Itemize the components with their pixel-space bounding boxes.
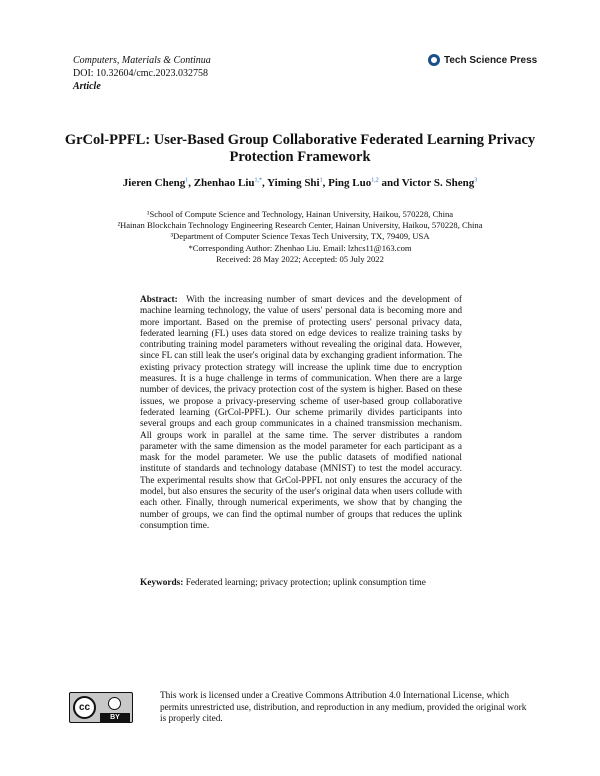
cc-by-license-badge[interactable] — [69, 692, 133, 723]
keywords — [140, 578, 470, 588]
cc-icon: cc — [73, 696, 96, 719]
abstract-label: Abstract: — [140, 295, 178, 305]
publisher-globe-icon — [428, 54, 440, 66]
author-mark[interactable]: 1,2 — [371, 177, 379, 184]
author-name: Ping Luo — [328, 177, 372, 189]
corresponding-author: *Corresponding Author: Zhenhao Liu. Email: lzhcs11@163.com — [188, 242, 412, 253]
author-name: Victor S. Sheng — [401, 177, 475, 189]
doi[interactable]: DOI: 10.32604/cmc.2023.032758 — [73, 68, 208, 79]
author-mark[interactable]: 1,* — [254, 177, 263, 184]
affiliation-line: ³Department of Computer Science Texas Tech University, TX, 79409, USA — [170, 231, 430, 242]
publisher-logo[interactable] — [428, 53, 537, 67]
author-mark[interactable]: 1 — [185, 177, 189, 184]
author-separator: , — [188, 177, 194, 189]
paper-title: GrCol-PPFL: User-Based Group Collaborative Federated Learning Privacy Protection Framework — [64, 132, 536, 165]
publisher-name: Tech Science Press — [444, 54, 538, 66]
author-separator: , — [322, 177, 329, 189]
keywords-text: Federated learning; privacy protection; uplink consumption time — [185, 578, 426, 588]
abstract — [140, 295, 462, 532]
author-name: Yiming Shi — [267, 177, 320, 189]
journal-name: Computers, Materials & Continua — [73, 55, 211, 66]
author-list — [40, 177, 560, 189]
article-type: Article — [73, 81, 101, 92]
attribution-person-icon — [108, 697, 121, 710]
author-name: Zhenhao Liu — [193, 177, 255, 189]
author-mark[interactable]: 3 — [474, 177, 478, 184]
keywords-label: Keywords: — [140, 578, 184, 588]
author-separator: , — [262, 177, 268, 189]
affiliation-line: ¹School of Compute Science and Technology, Hainan University, Haikou, 570228, China — [146, 209, 454, 219]
license-text: This work is licensed under a Creative Commons Attribution 4.0 International License, which permits unrestricted use, distribution, and reproduction in any medium, provided the original work is properly cited. — [160, 691, 527, 724]
author-mark[interactable]: 1 — [319, 177, 323, 184]
abstract-text: With the increasing number of smart devices and the development of machine learning technology, the value of users' personal data is becoming more and more important. Based on the premise of protecting users' personal privacy data, federated learning (FL) uses data stored on edge devices to realize training tasks by contributing training model parameters without revealing the original data. However, since FL can still leak the user's original data by exchanging gradient information. The existing privacy protection strategy will increase the uplink time due to encryption measures. It is a huge challenge in terms of communication. When there are a large number of devices, the privacy protection cost of the system is higher. Based on these issues, we propose a privacy-preserving scheme of user-based group collaborative federated learning (GrCol-PPFL). Our scheme primarily divides participants into several groups and each group communicates in a chained transmission mechanism. All groups work in parallel at the same time. The server distributes a random parameter with the same dimension as the model parameter for each participant as a mask for the model parameter. We use the public datasets of modified national institute of standards and technology database (MNIST) to test the model accuracy. The experimental results show that GrCol-PPFL not only ensures the accuracy of the model, but also ensures the security of the user's original data when users collude with each other. Finally, through numerical experiments, we show that by changing the number of groups, we can find the optimal number of groups that reduces the uplink consumption time. — [140, 295, 463, 531]
affiliations — [40, 209, 560, 265]
author-separator: and — [378, 177, 402, 189]
by-label: BY — [100, 713, 130, 722]
author-name: Jieren Cheng — [122, 177, 186, 189]
received-accepted-dates: Received: 28 May 2022; Accepted: 05 July 2022 — [216, 253, 384, 264]
affiliation-line: ²Hainan Blockchain Technology Engineering Research Center, Hainan University, Haikou, 570228, China — [117, 220, 483, 231]
